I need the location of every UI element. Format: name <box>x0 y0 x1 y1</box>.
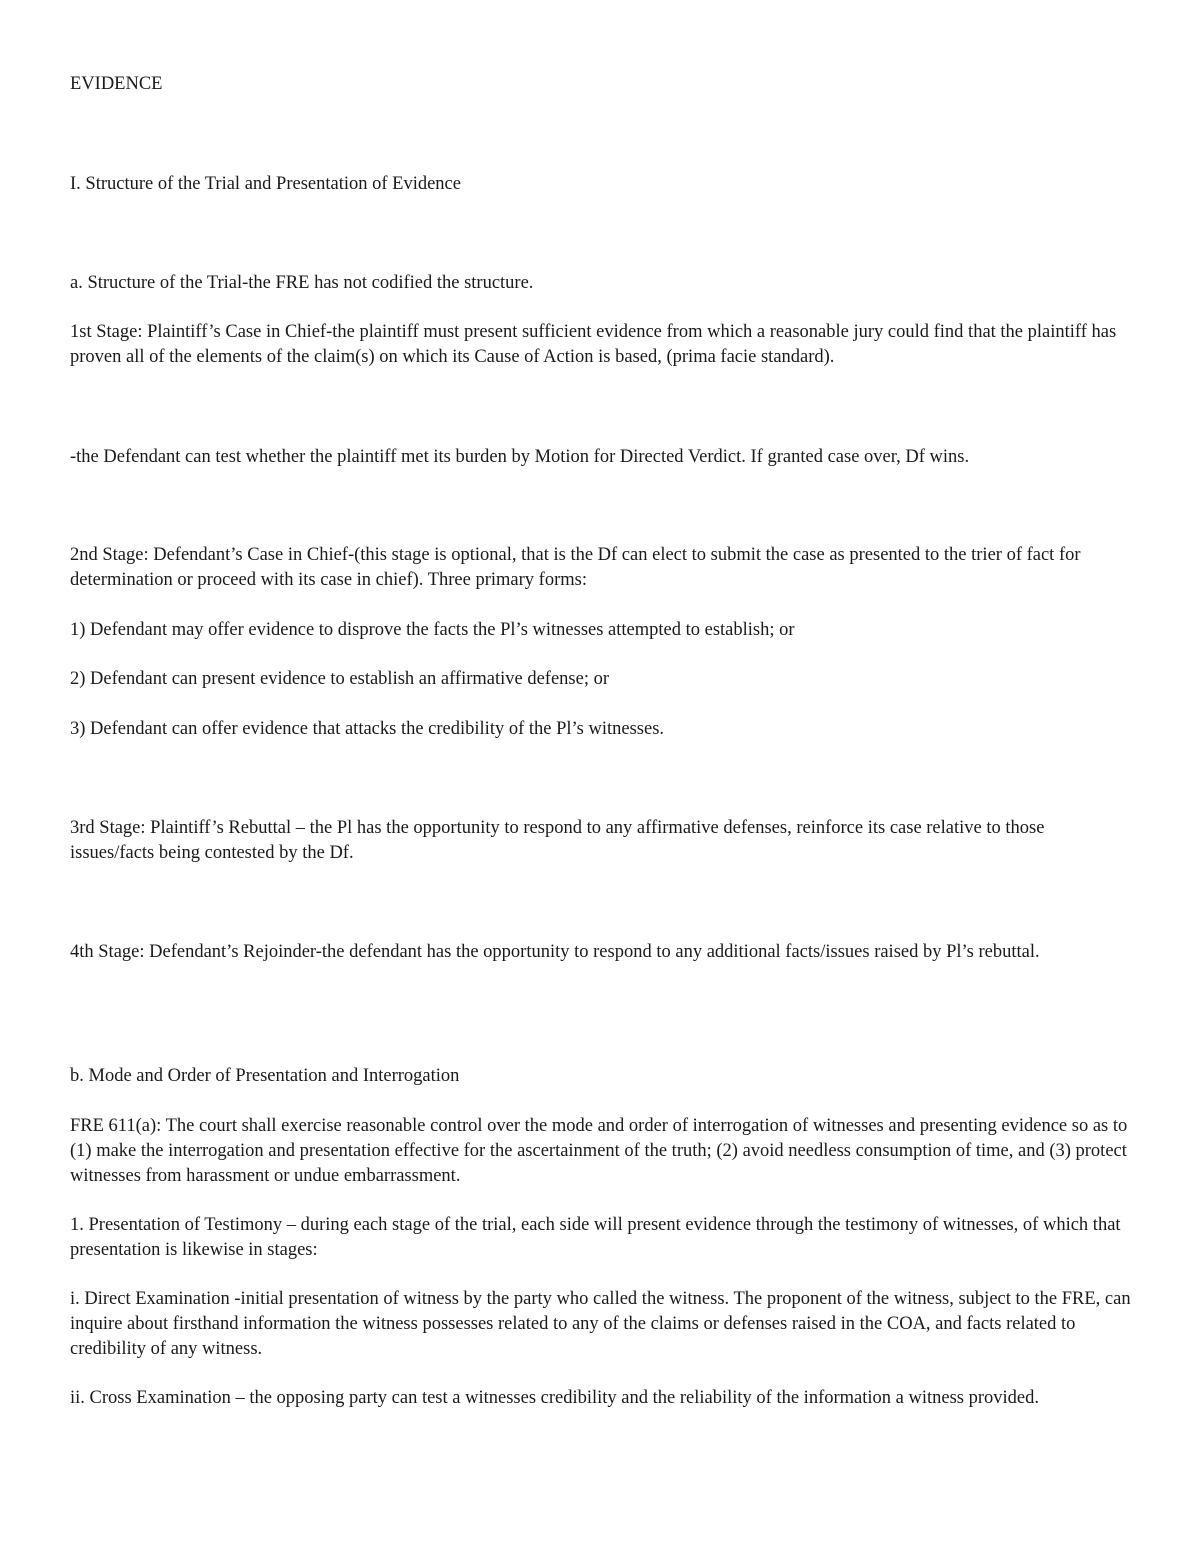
stage-3-paragraph: 3rd Stage: Plaintiff’s Rebuttal – the Pl has the opportunity to respond to any affirmative defenses, reinforce its case relative to those issues/facts being contested by the Df. <box>70 818 1045 863</box>
subsection-a-heading: a. Structure of the Trial-the FRE has not codified the structure. <box>70 273 534 293</box>
stage-2-form-1: 1) Defendant may offer evidence to disprove the facts the Pl’s witnesses attempted to establish; or <box>70 620 795 640</box>
stage-2-form-3: 3) Defendant can offer evidence that attacks the credibility of the Pl’s witnesses. <box>70 719 665 739</box>
subsection-b-heading: b. Mode and Order of Presentation and Interrogation <box>70 1066 460 1086</box>
document-title: EVIDENCE <box>70 74 163 94</box>
direct-examination-paragraph: i. Direct Examination -initial presentation of witness by the party who called the witness. The proponent of the witness, subject to the FRE, can inquire about firsthand information the witness possesses related to any of the claims or defenses raised in the COA, and facts related to credibility of any witness. <box>70 1289 1131 1359</box>
presentation-paragraph: 1. Presentation of Testimony – during each stage of the trial, each side will present evidence through the testimony of witnesses, of which that presentation is likewise in stages: <box>70 1215 1121 1260</box>
stage-1-paragraph: 1st Stage: Plaintiff’s Case in Chief-the plaintiff must present sufficient evidence from which a reasonable jury could find that the plaintiff has proven all of the elements of the claim(s) on which its Cause of Action is based, (prima facie standard). <box>70 322 1117 367</box>
stage-2-form-2: 2) Defendant can present evidence to establish an affirmative defense; or <box>70 669 610 689</box>
stage-4-paragraph: 4th Stage: Defendant’s Rejoinder-the defendant has the opportunity to respond to any additional facts/issues raised by Pl’s rebuttal. <box>70 942 1040 962</box>
stage-2-paragraph: 2nd Stage: Defendant’s Case in Chief-(this stage is optional, that is the Df can elect to submit the case as presented to the trier of fact for determination or proceed with its case in chief). Three primary forms: <box>70 545 1081 590</box>
cross-examination-paragraph: ii. Cross Examination – the opposing party can test a witnesses credibility and the reliability of the information a witness provided. <box>70 1388 1039 1408</box>
stage-1-note: -the Defendant can test whether the plaintiff met its burden by Motion for Directed Verdict. If granted case over, Df wins. <box>70 447 970 467</box>
section-heading: I. Structure of the Trial and Presentation of Evidence <box>70 174 461 194</box>
fre-611-paragraph: FRE 611(a): The court shall exercise reasonable control over the mode and order of interrogation of witnesses and presenting evidence so as to (1) make the interrogation and presentation effective for the ascertainment of the truth; (2) avoid needless consumption of time, and (3) protect witnesses from harassment or undue embarrassment. <box>70 1116 1128 1186</box>
